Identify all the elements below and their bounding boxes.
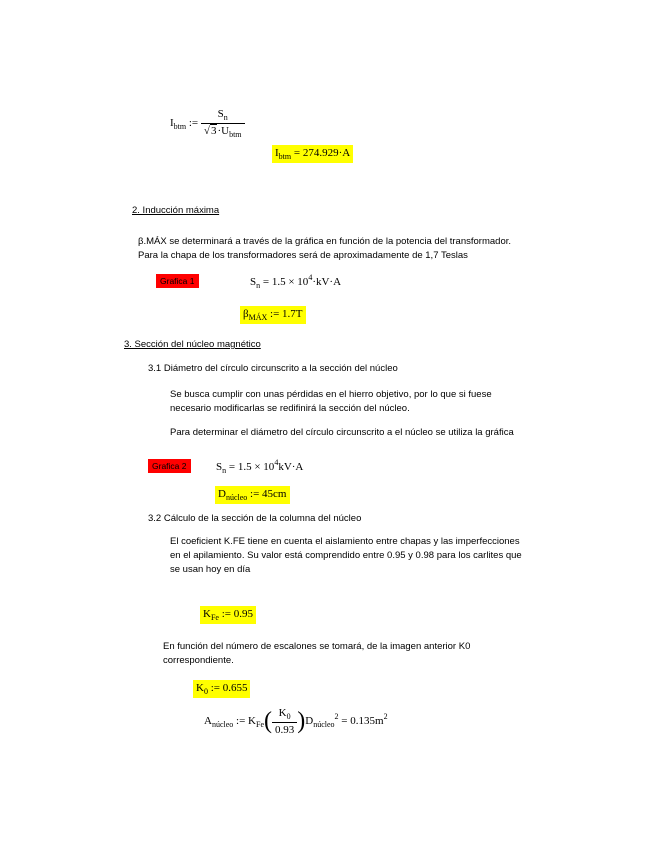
k0-paragraph: En función del número de escalones se tomará, de la imagen anterior K0 correspondiente. — [163, 641, 471, 666]
k0-fraction: $\frac{K_0}{0.93}$ — [272, 707, 297, 736]
current-symbol: I — [170, 117, 174, 130]
left-paren-icon: ( — [264, 708, 272, 734]
core-diameter-result: $D_{núcleo}$ := 45cm — [215, 486, 290, 504]
section-2-paragraph: β.MÁX se determinará a través de la gráfica en función de la potencia del transformador. Para la chapa de los transformadores será de aproximadamente de 1,7 Teslas — [138, 236, 512, 261]
subsection-3-2-heading: 3.2 Cálculo de la sección de la columna del núcleo — [148, 513, 362, 524]
beta-max-result: $\beta_{MÁX}$ := 1.7T — [240, 306, 306, 324]
power-formula-2: $S_n = 1.5 \times 10^4kV\cdot A$ — [216, 458, 304, 475]
fraction-numerator: $S_n$ — [201, 108, 245, 124]
fraction — [201, 108, 245, 139]
grafica-1-tag: Grafica 1 — [156, 274, 199, 288]
subsection-3-1-paragraph-b: Para determinar el diámetro del círculo circunscrito a el núcleo se utiliza la gráfica — [170, 427, 514, 438]
current-formula — [170, 108, 245, 139]
subsection-3-2-paragraph: El coeficient K.FE tiene en cuenta el aislamiento entre chapas y las imperfecciones en el apilamiento. Su valor está comprendido entre 0.95 y 0.98 para los carlites que se usan hoy en día — [170, 536, 522, 575]
sqrt-icon: √ — [203, 125, 210, 137]
current-result: $I_{btm} = 274.929\cdot A$ — [272, 145, 353, 163]
grafica-2-tag: Grafica 2 — [148, 459, 191, 473]
current-subscript: btm — [173, 122, 187, 132]
subsection-3-1-heading: 3.1 Diámetro del círculo circunscrito a la sección del núcleo — [148, 363, 398, 374]
section-3-heading: 3. Sección del núcleo magnético — [124, 339, 261, 350]
fraction-denominator: $√3\cdot U_{btm}$ — [203, 125, 242, 139]
subsection-3-1-paragraph-a: Se busca cumplir con unas pérdidas en el hierro objetivo, por lo que si fuese necesario modificarlas se redifinirá la sección del núcleo. — [170, 389, 492, 414]
section-2-heading: 2. Inducción máxima — [132, 205, 220, 216]
core-area-formula: $A_{núcleo}$ := $K_{Fe}$( $\frac{K_0}{0.93}$ )$D_{núcleo}^2 = 0.135m^2$ — [204, 707, 388, 736]
k0-result: $K_0$ := 0.655 — [193, 680, 250, 698]
assign-operator: := — [188, 117, 199, 130]
power-formula-1: $S_n = 1.5 \times 10^4\cdot kV\cdot A$ — [250, 273, 342, 290]
kfe-result: $K_{Fe}$ := 0.95 — [200, 606, 256, 624]
right-paren-icon: ) — [297, 708, 306, 734]
